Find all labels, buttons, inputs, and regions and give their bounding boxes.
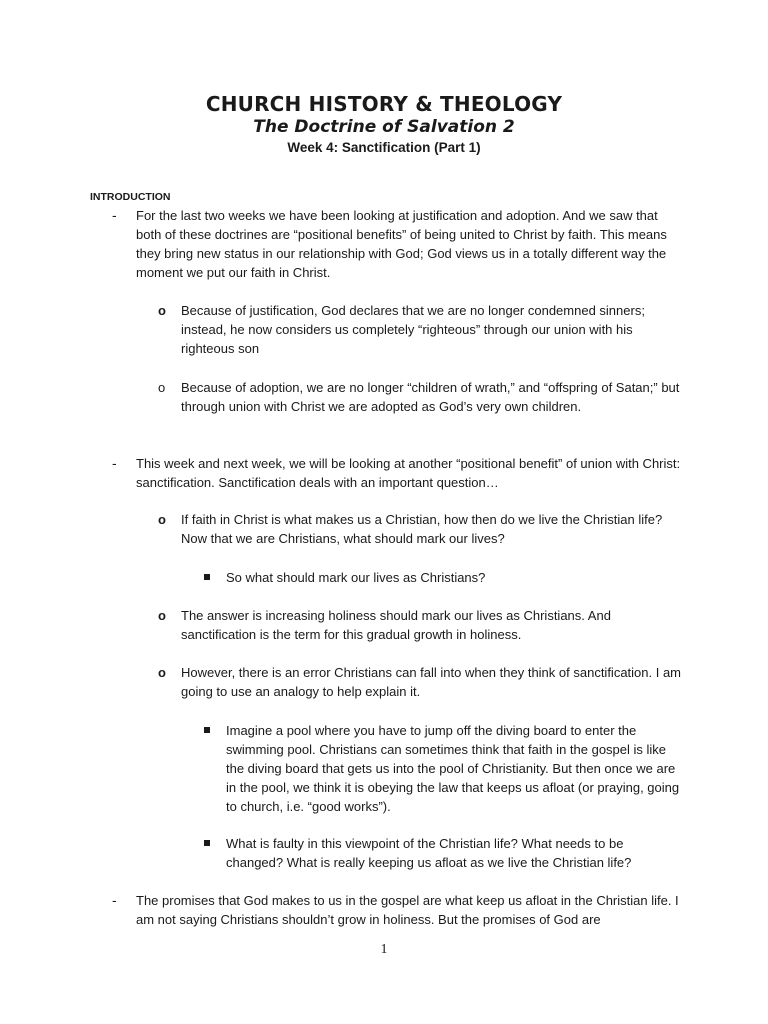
list-item: So what should mark our lives as Christians?	[226, 570, 486, 585]
dash-bullet: -	[112, 207, 117, 223]
dash-bullet: -	[112, 892, 117, 908]
list-item: However, there is an error Christians can fall into when they think of sanctification. I am going to use an analogy to help explain it.	[181, 665, 682, 699]
section-heading-introduction: INTRODUCTION	[90, 191, 171, 203]
page-number: 1	[380, 942, 388, 957]
document-subtitle: The Doctrine of Salvation 2	[253, 117, 515, 137]
circle-bullet: o	[158, 512, 166, 527]
circle-bullet: o	[158, 380, 166, 395]
list-item: The answer is increasing holiness should mark our lives as Christians. And sanctification is the term for this gradual growth in holiness.	[181, 608, 611, 642]
square-bullet-icon	[204, 727, 210, 733]
list-item: Because of adoption, we are no longer “children of wrath,” and “offspring of Satan;” but through union with Christ we are adopted as God’s very own children.	[181, 380, 680, 414]
list-item: What is faulty in this viewpoint of the Christian life? What needs to be changed? What is really keeping us afloat as we live the Christian life?	[226, 836, 632, 870]
list-item: If faith in Christ is what makes us a Christian, how then do we live the Christian life? Now that we are Christians, what should mark our lives?	[181, 512, 663, 546]
list-item: The promises that God makes to us in the gospel are what keep us afloat in the Christian life. I am not saying Christians shouldn’t grow in holiness. But the promises of God are	[136, 893, 679, 927]
circle-bullet: o	[158, 303, 166, 318]
list-item: Because of justification, God declares that we are no longer condemned sinners; instead, he now considers us completely “righteous” through our union with his righteous son	[181, 303, 645, 356]
circle-bullet: o	[158, 665, 166, 680]
list-item: Imagine a pool where you have to jump off the diving board to enter the swimming pool. Christians can sometimes think that faith in the gospel is like the diving board that gets us into the pool of Christianity. But then once we are in the pool, we think it is obeying the law that keeps us afloat (or praying, going to church, i.e. “good works”).	[226, 723, 680, 814]
list-item: For the last two weeks we have been looking at justification and adoption. And we saw that both of these doctrines are “positional benefits” of being united to Christ by faith. This means they bring new status in our relationship with God; God views us in a totally different way the moment we put our faith in Christ.	[136, 208, 667, 280]
square-bullet-icon	[204, 574, 210, 580]
square-bullet-icon	[204, 840, 210, 846]
circle-bullet: o	[158, 608, 166, 623]
week-heading: Week 4: Sanctification (Part 1)	[287, 140, 481, 155]
document-title: CHURCH HISTORY & THEOLOGY	[205, 92, 563, 116]
list-item: This week and next week, we will be looking at another “positional benefit” of union with Christ: sanctification. Sanctification deals with an important question…	[136, 456, 681, 490]
dash-bullet: -	[112, 455, 117, 471]
